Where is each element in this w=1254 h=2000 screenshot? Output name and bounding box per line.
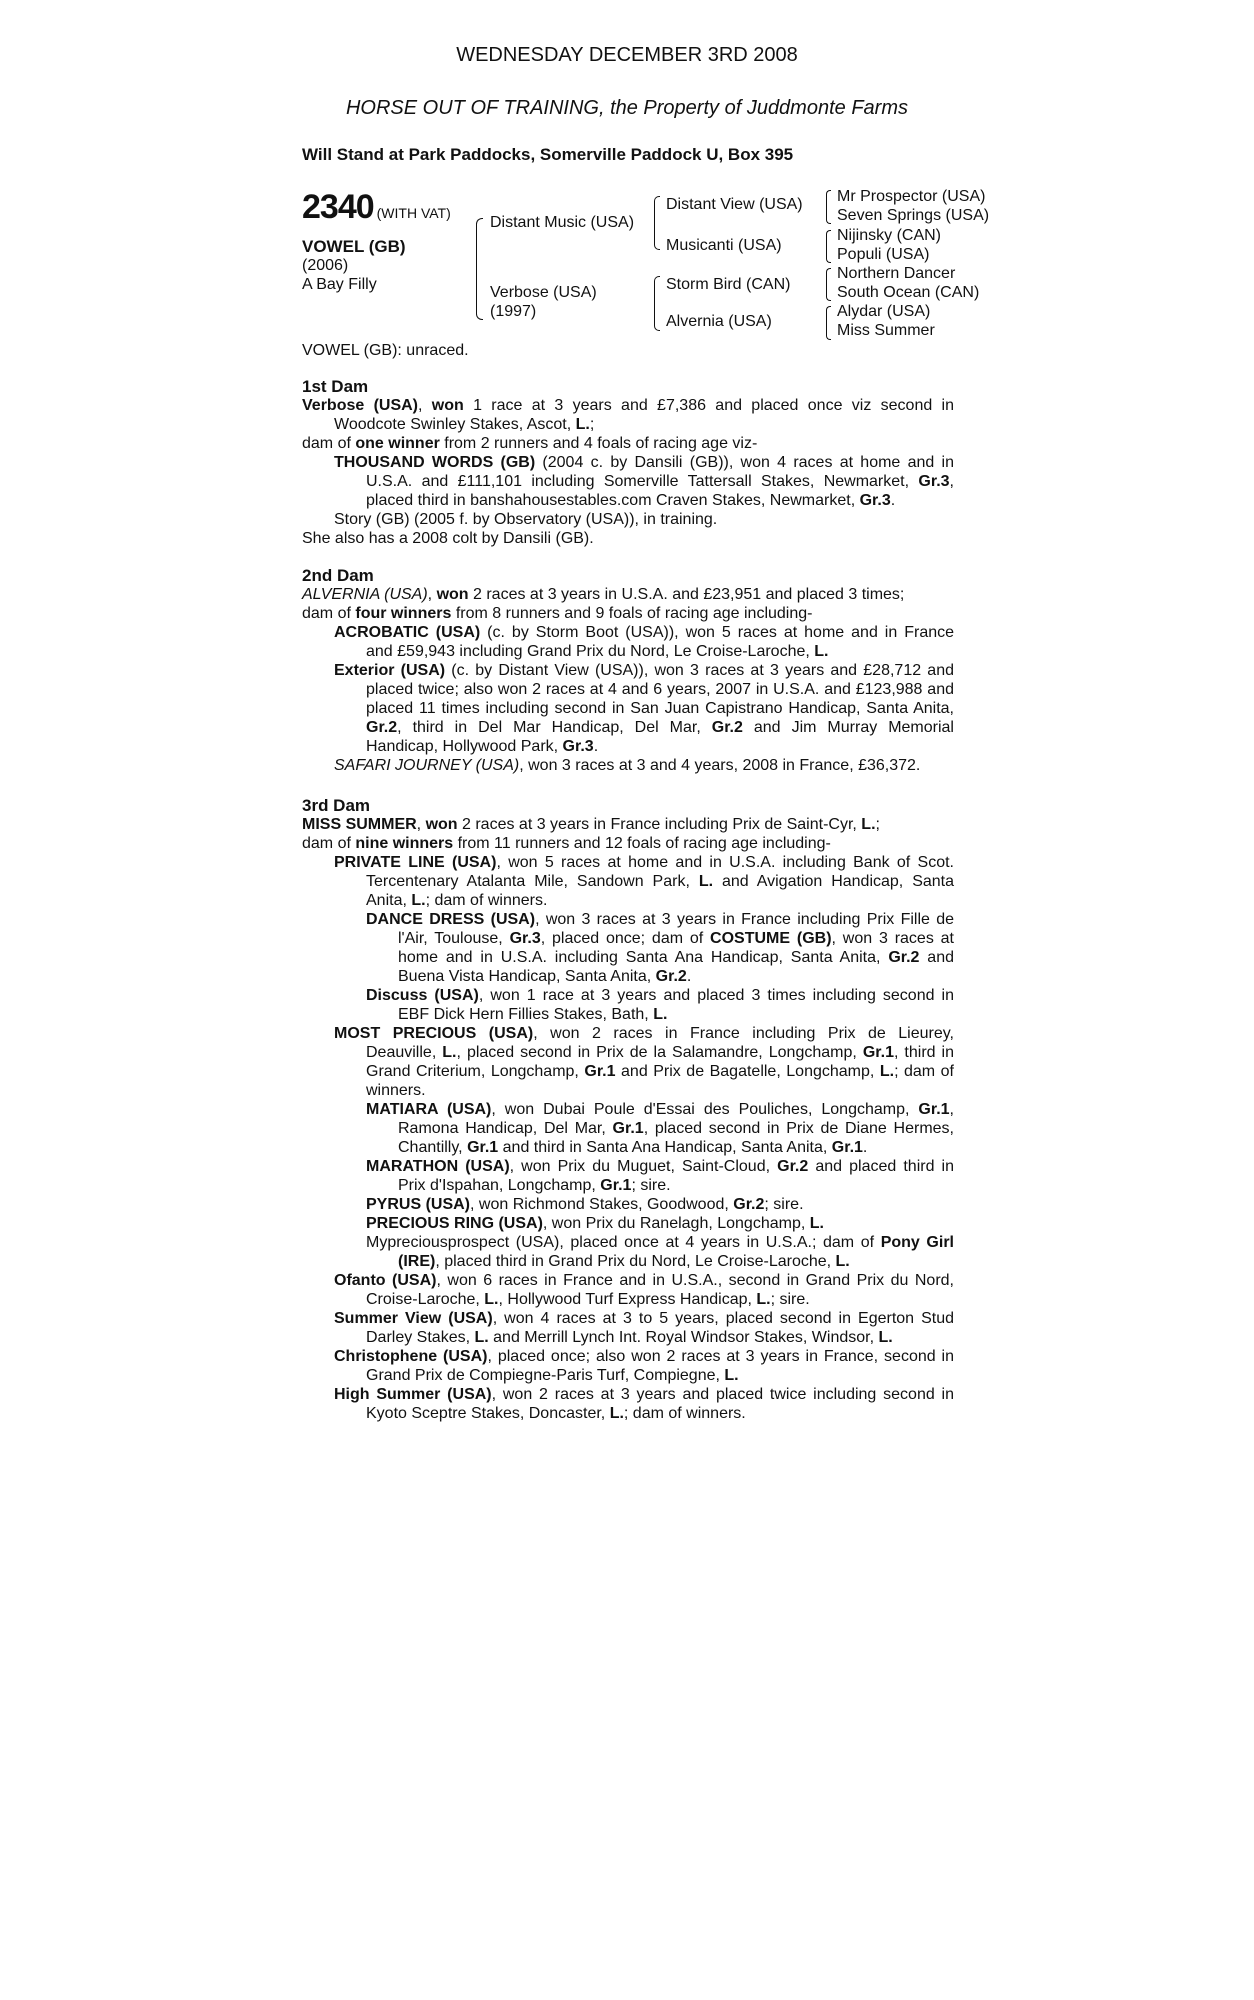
progeny-line: placed twice; also won 2 races at 4 and 6 years, 2007 in U.S.A. and £123,988 and [366, 681, 954, 698]
dam-name: Verbose (USA) [302, 397, 419, 414]
pedigree-sire-dam: Musicanti (USA) [666, 237, 782, 254]
horse-name: VOWEL (GB) [302, 237, 406, 256]
progeny-line: PYRUS (USA), won Richmond Stakes, Goodwood, Gr.2; sire. [366, 1196, 804, 1213]
progeny-line: MARATHON (USA), won Prix du Muguet, Saint-Cloud, Gr.2 and placed third in [366, 1158, 955, 1175]
pedigree-dam: Verbose (USA) [490, 284, 597, 301]
progeny-line: winners. [366, 1082, 426, 1099]
progeny-line: Darley Stakes, L. and Merrill Lynch Int. Royal Windsor Stakes, Windsor, L. [366, 1329, 893, 1346]
stand-location: Will Stand at Park Paddocks, Somerville Paddock U, Box 395 [302, 145, 794, 164]
pedigree-gg4: Populi (USA) [837, 246, 930, 263]
brace-dam [654, 276, 660, 331]
progeny-line: Exterior (USA) (c. by Distant View (USA)), won 3 races at 3 years and £28,712 and [334, 662, 954, 679]
progeny-line: Prix d'Ispahan, Longchamp, Gr.1; sire. [398, 1177, 671, 1194]
brace-g56 [826, 268, 831, 301]
colt-line: She also has a 2008 colt by Dansili (GB). [302, 530, 594, 547]
sale-date: WEDNESDAY DECEMBER 3RD 2008 [456, 44, 798, 66]
pedigree-dam-dam: Alvernia (USA) [666, 313, 772, 330]
progeny-line: Deauville, L., placed second in Prix de la Salamandre, Longchamp, Gr.1, third in [366, 1044, 955, 1061]
progeny-name: THOUSAND WORDS (GB) [334, 454, 536, 471]
progeny-line: and £59,943 including Grand Prix du Nord, Le Croise-Laroche, L. [366, 643, 829, 660]
first-dam-line: Woodcote Swinley Stakes, Ascot, L.; [334, 416, 595, 433]
third-dam-section [302, 796, 954, 1423]
brace-g78 [826, 306, 831, 340]
progeny-line: Summer View (USA), won 4 races at 3 to 5 years, placed second in Egerton Stud [334, 1310, 955, 1327]
brace-g12 [826, 190, 831, 224]
pedigree-gg8: Miss Summer [837, 322, 935, 339]
progeny-line: U.S.A. and £111,101 including Somerville Tattersall Stakes, Newmarket, Gr.3, [366, 473, 954, 490]
horse-description: A Bay Filly [302, 276, 377, 293]
progeny-line: Kyoto Sceptre Stakes, Doncaster, L.; dam of winners. [366, 1405, 746, 1422]
progeny-line: Ramona Handicap, Del Mar, Gr.1, placed second in Prix de Diane Hermes, [398, 1120, 954, 1137]
dam-of-line: dam of nine winners from 11 runners and 12 foals of racing age including- [302, 835, 831, 852]
progeny-line: EBF Dick Hern Fillies Stakes, Bath, L. [398, 1006, 668, 1023]
pedigree-gg7: Alydar (USA) [837, 303, 931, 320]
progeny-line: home and in U.S.A. including Santa Ana Handicap, Santa Anita, Gr.2 and [398, 949, 954, 966]
third-dam-heading: 3rd Dam [302, 796, 371, 815]
progeny-line: Grand Criterium, Longchamp, Gr.1 and Prix de Bagatelle, Longchamp, L.; dam of [366, 1063, 954, 1080]
progeny-line: Grand Prix de Compiegne-Paris Turf, Compiegne, L. [366, 1367, 739, 1384]
progeny-line: THOUSAND WORDS (GB) (2004 c. by Dansili (GB)), won 4 races at home and in [334, 454, 954, 471]
pedigree-dam-sire: Storm Bird (CAN) [666, 276, 791, 293]
vat-note: (WITH VAT) [376, 205, 451, 221]
progeny-line: High Summer (USA), won 2 races at 3 years and placed twice including second in [334, 1386, 954, 1403]
progeny-line: MOST PRECIOUS (USA), won 2 races in France including Prix de Lieurey, [334, 1025, 954, 1042]
pedigree-gg6: South Ocean (CAN) [837, 284, 980, 301]
progeny-line: Anita, L.; dam of winners. [366, 892, 548, 909]
brace-g34 [826, 230, 831, 263]
progeny-line: Chantilly, Gr.1 and third in Santa Ana Handicap, Santa Anita, Gr.1. [398, 1139, 868, 1156]
lot-subtitle: HORSE OUT OF TRAINING, the Property of Juddmonte Farms [345, 97, 908, 119]
second-dam-section [302, 566, 954, 775]
won-word: won [431, 397, 464, 414]
second-dam-heading: 2nd Dam [302, 566, 374, 585]
progeny-line: Croise-Laroche, L., Hollywood Turf Express Handicap, L.; sire. [366, 1291, 810, 1308]
race-record: VOWEL (GB): unraced. [302, 342, 469, 359]
progeny-line: Story (GB) (2005 f. by Observatory (USA)), in training. [334, 511, 718, 528]
progeny-line: PRECIOUS RING (USA), won Prix du Ranelagh, Longchamp, L. [366, 1215, 824, 1232]
pedigree-gg3: Nijinsky (CAN) [837, 227, 941, 244]
first-dam-line: Verbose (USA), won 1 race at 3 years and £7,386 and placed once viz second in [302, 397, 955, 414]
progeny-line: placed third in banshahousestables.com Craven Stakes, Newmarket, Gr.3. [366, 492, 896, 509]
progeny-line: (IRE), placed third in Grand Prix du Nord, Le Croise-Laroche, L. [398, 1253, 850, 1270]
progeny-line: Christophene (USA), placed once; also won 2 races at 3 years in France, second in [334, 1348, 955, 1365]
pedigree-gg1: Mr Prospector (USA) [837, 188, 986, 205]
progeny-line: Mypreciousprospect (USA), placed once at 4 years in U.S.A.; dam of Pony Girl [366, 1234, 954, 1251]
progeny-line: PRIVATE LINE (USA), won 5 races at home and in U.S.A. including Bank of Scot. [334, 854, 955, 871]
lot-number-block [302, 188, 451, 227]
progeny-line: Tercentenary Atalanta Mile, Sandown Park, L. and Avigation Handicap, Santa [366, 873, 955, 890]
brace-sire [654, 196, 660, 250]
progeny-line: Buena Vista Handicap, Santa Anita, Gr.2. [398, 968, 692, 985]
progeny-line: Ofanto (USA), won 6 races in France and in U.S.A., second in Grand Prix du Nord, [334, 1272, 955, 1289]
pedigree-gg5: Northern Dancer [837, 265, 956, 282]
progeny-line: Gr.2, third in Del Mar Handicap, Del Mar, Gr.2 and Jim Murray Memorial [366, 719, 954, 736]
progeny-line: SAFARI JOURNEY (USA), won 3 races at 3 and 4 years, 2008 in France, £36,372. [334, 757, 921, 774]
progeny-line: Handicap, Hollywood Park, Gr.3. [366, 738, 599, 755]
progeny-line: placed 11 times including second in San Juan Capistrano Handicap, Santa Anita, [366, 700, 954, 717]
horse-year: (2006) [302, 257, 349, 274]
progeny-line: Discuss (USA), won 1 race at 3 years and placed 3 times including second in [366, 987, 955, 1004]
first-dam-section [302, 377, 954, 548]
pedigree-sire-sire: Distant View (USA) [666, 196, 803, 213]
progeny-line: DANCE DRESS (USA), won 3 races at 3 years in France including Prix Fille de [366, 911, 954, 928]
third-dam-line: MISS SUMMER, won 2 races at 3 years in France including Prix de Saint-Cyr, L.; [302, 816, 880, 833]
progeny-line: ACROBATIC (USA) (c. by Storm Boot (USA)), won 5 races at home and in France [334, 624, 955, 641]
dam-of-line: dam of four winners from 8 runners and 9 foals of racing age including- [302, 605, 813, 622]
brace-parents [476, 218, 483, 320]
first-dam-heading: 1st Dam [302, 377, 369, 396]
progeny-line: MATIARA (USA), won Dubai Poule d'Essai des Pouliches, Longchamp, Gr.1, [366, 1101, 954, 1118]
dam-of-line: dam of one winner from 2 runners and 4 foals of racing age viz- [302, 435, 758, 452]
lot-number: 2340 [302, 188, 374, 226]
second-dam-line: ALVERNIA (USA), won 2 races at 3 years in U.S.A. and £23,951 and placed 3 times; [302, 586, 905, 603]
pedigree-sire: Distant Music (USA) [490, 214, 635, 231]
progeny-line: l'Air, Toulouse, Gr.3, placed once; dam of COSTUME (GB), won 3 races at [398, 930, 954, 947]
pedigree-gg2: Seven Springs (USA) [837, 207, 990, 224]
pedigree-dam-year: (1997) [490, 303, 537, 320]
